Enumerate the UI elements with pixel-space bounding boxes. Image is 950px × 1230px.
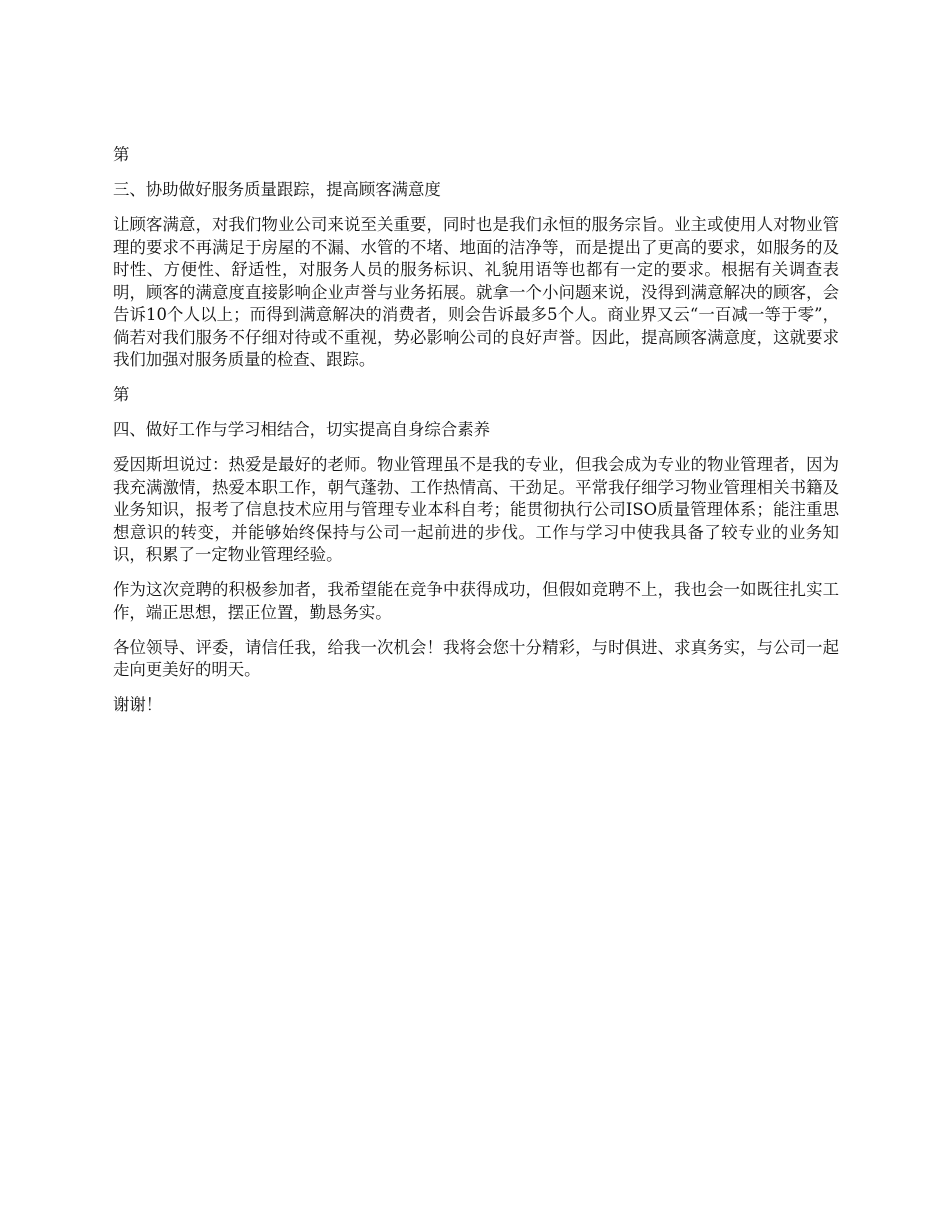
section-heading: 三、协助做好服务质量跟踪，提高顾客满意度 [113, 180, 441, 199]
body-paragraph: 让顾客满意，对我们物业公司来说至关重要，同时也是我们永恒的服务宗旨。业主或使用人对物业管理的要求不再满足于房屋的不漏、水管的不堵、地面的洁净等，而是提出了更高的要求，如服务的及时性、方便性、舒适性，对服务人员的服务标识、礼貌用语等也都有一定的要求。根据有关调查表明，顾客的满意度直接影响企业声誉与业务拓展。就拿一个小问题来说，没得到满意解决的顾客，会告诉10个人以上；而得到满意解决的消费者，则会告诉最多5个人。商业界又云“一百减一等于零”，倘若对我们服务不仔细对待或不重视，势必影响公司的良好声誉。因此，提高顾客满意度，这就要求我们加强对服务质量的检查、跟踪。 [113, 215, 839, 369]
closing-line: 谢谢！ [113, 695, 163, 714]
section-marker: 第 [113, 145, 130, 164]
section-heading: 四、做好工作与学习相结合，切实提高自身综合素养 [113, 420, 490, 439]
body-paragraph: 爱因斯坦说过：热爱是最好的老师。物业管理虽不是我的专业，但我会成为专业的物业管理者，因为我充满激情，热爱本职工作，朝气蓬勃、工作热情高、干劲足。平常我仔细学习物业管理相关书籍及业务知识，报考了信息技术应用与管理专业本科自考；能贯彻执行公司ISO质量管理体系；能注重思想意识的转变，并能够始终保持与公司一起前进的步伐。工作与学习中使我具备了较专业的业务知识，积累了一定物业管理经验。 [113, 455, 839, 564]
section-marker: 第 [113, 385, 130, 404]
document-body [113, 144, 839, 729]
body-paragraph: 作为这次竞聘的积极参加者，我希望能在竞争中获得成功，但假如竞聘不上，我也会一如既往扎实工作，端正思想，摆正位置，勤恳务实。 [113, 580, 839, 622]
body-paragraph: 各位领导、评委，请信任我，给我一次机会！我将会您十分精彩，与时俱进、求真务实，与公司一起走向更美好的明天。 [113, 637, 839, 679]
